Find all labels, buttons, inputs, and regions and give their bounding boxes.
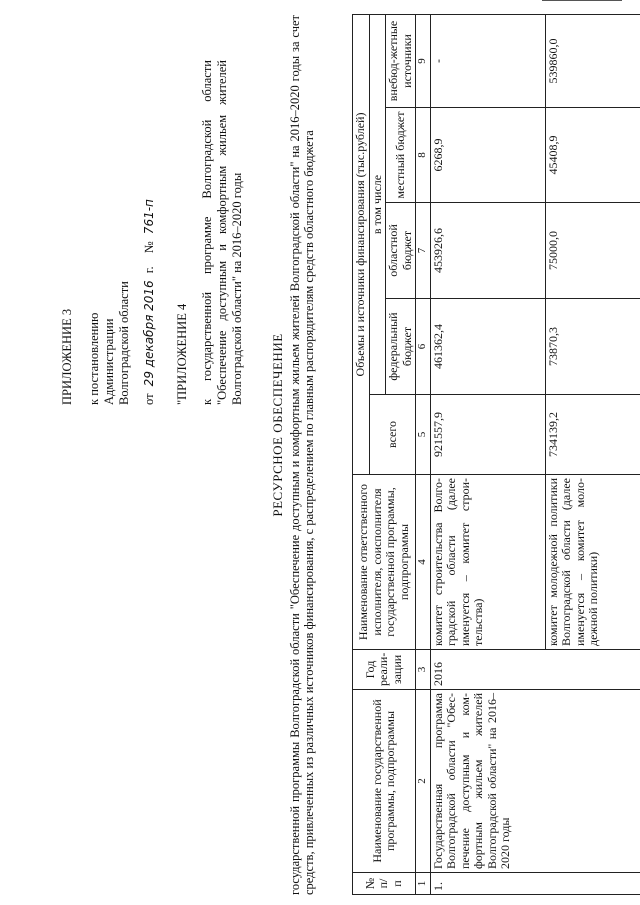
- program-year: 2016: [430, 650, 640, 690]
- extra-value: 539860,0: [545, 14, 640, 107]
- appendix-block: [60, 45, 245, 405]
- header-extra: внебюд-жетные источники: [386, 14, 416, 107]
- appendix3-to-decree: к постановлению: [87, 312, 101, 405]
- col-number: 8: [416, 108, 431, 203]
- header-federal: федеральный бюджет: [386, 299, 416, 395]
- resource-subtitle: государственной программы Волгоградской области "Обеспечение доступным и комфортным жильем жителей Волгоградской области" на 2016–2020 годы за счет средств, привлеченных из различных источников финансирования, с распределением по главным распорядителям средств областного бюджета: [288, 15, 316, 895]
- total-value: 921557,9: [430, 395, 545, 475]
- local-value: 6268,9: [430, 108, 545, 203]
- number-sign: №: [142, 241, 156, 254]
- col-number: 2: [416, 690, 431, 873]
- year-suffix: г.: [142, 266, 156, 274]
- table-row: [430, 14, 545, 894]
- federal-value: 461362,4: [430, 299, 545, 395]
- date-prefix: от: [142, 393, 156, 405]
- executor-construction: комитет строительства Волго-градской области (далее именуется – комитет строи-тельства): [430, 475, 545, 650]
- header-volumes: Объемы и источники финансирования (тыс.рублей): [353, 14, 370, 474]
- appendix3-region: Волгоградской области: [117, 281, 131, 405]
- column-number-row: [416, 14, 431, 894]
- header-row-1: [353, 14, 370, 894]
- appendix4-title: "ПРИЛОЖЕНИЕ 4: [175, 303, 189, 405]
- resource-table: [352, 14, 640, 895]
- row-num: 1.: [430, 873, 640, 895]
- header-name: Наименование государственной программы, подпрограммы: [353, 690, 416, 873]
- local-value: 45408,9: [545, 108, 640, 203]
- decree-line: [142, 45, 157, 405]
- header-year: Год реали-зации: [353, 650, 416, 690]
- regional-value: 75000,0: [545, 203, 640, 299]
- header-regional: областной бюджет: [386, 203, 416, 299]
- col-number: 3: [416, 650, 431, 690]
- col-number: 4: [416, 475, 431, 650]
- executor-youth-policy: комитет молодежной политики Волгоградской области (далее именуется – комитет моло-дежной политики): [545, 475, 640, 650]
- header-local: местный бюджет: [386, 108, 416, 203]
- header-total: всего: [369, 395, 416, 475]
- col-number: 7: [416, 203, 431, 299]
- appendix3-admin: Администрации: [102, 318, 116, 405]
- resource-title: РЕСУРСНОЕ ОБЕСПЕЧЕНИЕ: [270, 333, 285, 517]
- federal-value: 73870,3: [545, 299, 640, 395]
- header-num: № п/п: [353, 873, 416, 895]
- appendix3-title: ПРИЛОЖЕНИЕ 3: [60, 308, 74, 405]
- col-number: 5: [416, 395, 431, 475]
- decree-number: 761-п: [142, 199, 156, 235]
- col-number: 1: [416, 873, 431, 895]
- col-number: 9: [416, 14, 431, 107]
- regional-value: 453926,6: [430, 203, 545, 299]
- extra-value: -: [430, 14, 545, 107]
- decree-date: 29 декабря 2016: [142, 280, 156, 387]
- program-name: Государственная программа Волгоградской области "Обес-печение доступным и ком-фортным жильем жителей Волгоградской области" на 2016–2020 годы: [430, 690, 640, 873]
- appendix4-text: к государственной программе Волгоградской области "Обеспечение доступным и комфортным жильем жителей Волгоградской области" на 2016–2020 годы: [200, 60, 244, 405]
- header-including: в том числе: [369, 14, 386, 394]
- total-value: 734139,2: [545, 395, 640, 475]
- header-executor: Наименование ответственного исполнителя, соисполнителя государственной программы, подпрограммы: [353, 475, 416, 650]
- col-number: 6: [416, 299, 431, 395]
